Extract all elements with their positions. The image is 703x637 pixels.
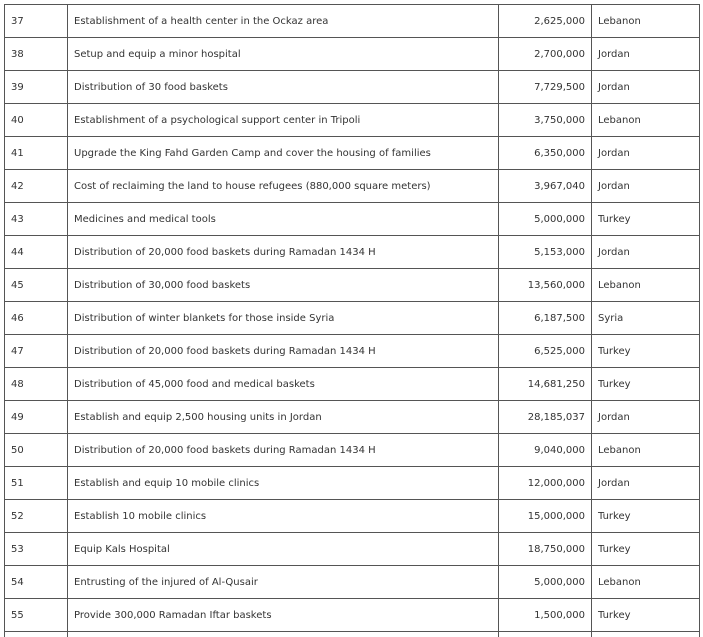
row-number-cell: 39 — [5, 71, 68, 104]
amount-cell: 2,625,000 — [499, 5, 592, 38]
country-cell: Syria — [592, 302, 700, 335]
country-cell: Jordan — [592, 137, 700, 170]
country-cell: Turkey — [592, 203, 700, 236]
table-row — [5, 566, 700, 599]
amount-cell: 18,750,000 — [499, 533, 592, 566]
amount-cell: 9,040,000 — [499, 434, 592, 467]
project-description-cell: Upgrade the King Fahd Garden Camp and cover the housing of families — [68, 137, 499, 170]
country-cell: Lebanon — [592, 434, 700, 467]
country-cell: Turkey — [592, 335, 700, 368]
amount-cell: 6,350,000 — [499, 137, 592, 170]
amount-cell: 28,185,037 — [499, 401, 592, 434]
row-number-cell: 43 — [5, 203, 68, 236]
country-cell: Jordan — [592, 170, 700, 203]
project-description-cell — [68, 632, 499, 637]
country-cell: Lebanon — [592, 5, 700, 38]
project-description-cell: Distribution of 30 food baskets — [68, 71, 499, 104]
amount-cell: 3,750,000 — [499, 104, 592, 137]
amount-cell: 5,000,000 — [499, 203, 592, 236]
row-number-cell: 48 — [5, 368, 68, 401]
country-cell: Lebanon — [592, 104, 700, 137]
amount-cell: 5,153,000 — [499, 236, 592, 269]
project-description-cell: Distribution of winter blankets for those inside Syria — [68, 302, 499, 335]
amount-cell: 14,681,250 — [499, 368, 592, 401]
row-number-cell: 45 — [5, 269, 68, 302]
table-row — [5, 269, 700, 302]
project-description-cell: Entrusting of the injured of Al-Qusair — [68, 566, 499, 599]
row-number-cell: 53 — [5, 533, 68, 566]
table-row — [5, 467, 700, 500]
table-row — [5, 71, 700, 104]
table-row — [5, 170, 700, 203]
project-description-cell: Establishment of a health center in the Ockaz area — [68, 5, 499, 38]
amount-cell: 7,729,500 — [499, 71, 592, 104]
table-row — [5, 533, 700, 566]
table-row — [5, 500, 700, 533]
country-cell: Turkey — [592, 599, 700, 632]
country-cell: Jordan — [592, 236, 700, 269]
project-description-cell: Provide 300,000 Ramadan Iftar baskets — [68, 599, 499, 632]
table-row — [5, 137, 700, 170]
row-number-cell: 40 — [5, 104, 68, 137]
table-row — [5, 368, 700, 401]
project-description-cell: Medicines and medical tools — [68, 203, 499, 236]
table-row — [5, 632, 700, 637]
country-cell: Jordan — [592, 38, 700, 71]
amount-cell: 5,000,000 — [499, 566, 592, 599]
row-number-cell: 55 — [5, 599, 68, 632]
country-cell: Lebanon — [592, 566, 700, 599]
table-row — [5, 434, 700, 467]
projects-table — [4, 4, 700, 637]
table-row — [5, 401, 700, 434]
row-number-cell: 54 — [5, 566, 68, 599]
amount-cell: 15,000,000 — [499, 500, 592, 533]
amount-cell: 12,000,000 — [499, 467, 592, 500]
country-cell: Turkey — [592, 500, 700, 533]
row-number-cell: 37 — [5, 5, 68, 38]
amount-cell — [499, 632, 592, 637]
country-cell: Lebanon — [592, 269, 700, 302]
row-number-cell: 52 — [5, 500, 68, 533]
table-row — [5, 236, 700, 269]
projects-table-body — [5, 5, 700, 637]
country-cell: Turkey — [592, 533, 700, 566]
row-number-cell — [5, 632, 68, 637]
table-row — [5, 38, 700, 71]
row-number-cell: 38 — [5, 38, 68, 71]
table-row — [5, 104, 700, 137]
project-description-cell: Cost of reclaiming the land to house refugees (880,000 square meters) — [68, 170, 499, 203]
table-row — [5, 599, 700, 632]
project-description-cell: Distribution of 30,000 food baskets — [68, 269, 499, 302]
table-row — [5, 302, 700, 335]
amount-cell: 6,525,000 — [499, 335, 592, 368]
project-description-cell: Distribution of 20,000 food baskets during Ramadan 1434 H — [68, 236, 499, 269]
table-row — [5, 335, 700, 368]
row-number-cell: 41 — [5, 137, 68, 170]
project-description-cell: Setup and equip a minor hospital — [68, 38, 499, 71]
project-description-cell: Distribution of 45,000 food and medical baskets — [68, 368, 499, 401]
country-cell: Turkey — [592, 368, 700, 401]
amount-cell: 13,560,000 — [499, 269, 592, 302]
country-cell: Jordan — [592, 401, 700, 434]
table-row — [5, 203, 700, 236]
project-description-cell: Distribution of 20,000 food baskets during Ramadan 1434 H — [68, 434, 499, 467]
project-description-cell: Distribution of 20,000 food baskets during Ramadan 1434 H — [68, 335, 499, 368]
project-description-cell: Equip Kals Hospital — [68, 533, 499, 566]
row-number-cell: 49 — [5, 401, 68, 434]
country-cell: Jordan — [592, 467, 700, 500]
project-description-cell: Establish 10 mobile clinics — [68, 500, 499, 533]
project-description-cell: Establish and equip 2,500 housing units in Jordan — [68, 401, 499, 434]
project-description-cell: Establishment of a psychological support center in Tripoli — [68, 104, 499, 137]
table-row — [5, 5, 700, 38]
amount-cell: 6,187,500 — [499, 302, 592, 335]
row-number-cell: 47 — [5, 335, 68, 368]
amount-cell: 3,967,040 — [499, 170, 592, 203]
row-number-cell: 50 — [5, 434, 68, 467]
row-number-cell: 42 — [5, 170, 68, 203]
row-number-cell: 44 — [5, 236, 68, 269]
amount-cell: 1,500,000 — [499, 599, 592, 632]
amount-cell: 2,700,000 — [499, 38, 592, 71]
country-cell: Jordan — [592, 71, 700, 104]
row-number-cell: 46 — [5, 302, 68, 335]
project-description-cell: Establish and equip 10 mobile clinics — [68, 467, 499, 500]
row-number-cell: 51 — [5, 467, 68, 500]
country-cell — [592, 632, 700, 637]
